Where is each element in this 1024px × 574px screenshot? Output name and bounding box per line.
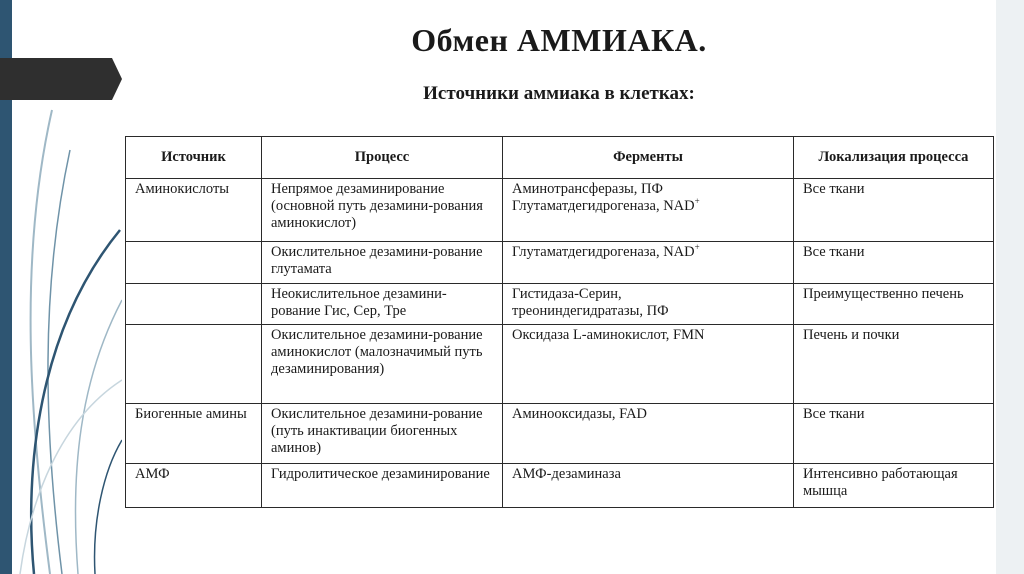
cell-localization: Преимущественно печень <box>794 284 994 325</box>
table-row <box>126 404 994 464</box>
cell-enzymes: Оксидаза L-аминокислот, FMN <box>503 325 794 404</box>
cell-source <box>126 325 262 404</box>
header-process: Процесс <box>262 137 503 179</box>
header-enzymes: Ферменты <box>503 137 794 179</box>
cell-process: Окислительное дезамини-рование глутамата <box>262 242 503 284</box>
enzyme-line: Гистидаза-Серин, <box>512 286 622 302</box>
table-row <box>126 242 994 284</box>
cell-localization: Все ткани <box>794 404 994 464</box>
header-localization: Локализация процесса <box>794 137 994 179</box>
enzyme-line: Глутаматдегидрогеназа, NAD+ <box>512 196 700 214</box>
cell-source: АМФ <box>126 464 262 508</box>
right-edge-strip <box>996 0 1024 574</box>
ammonia-sources-table <box>125 136 994 508</box>
cell-source <box>126 284 262 325</box>
table-row <box>126 325 994 404</box>
header-source: Источник <box>126 137 262 179</box>
cell-process: Окислительное дезамини-рование аминокислот (малозначимый путь дезаминирования) <box>262 325 503 404</box>
cell-localization: Интенсивно работающая мышца <box>794 464 994 508</box>
cell-localization: Все ткани <box>794 242 994 284</box>
cell-process: Неокислительное дезамини-рование Гис, Сер, Тре <box>262 284 503 325</box>
enzyme-line: треониндегидратазы, ПФ <box>512 303 669 319</box>
cell-enzymes: АМФ-дезаминаза <box>503 464 794 508</box>
cell-process: Окислительное дезамини-рование (путь инактивации биогенных аминов) <box>262 404 503 464</box>
table-row <box>126 464 994 508</box>
cell-enzymes: Аминооксидазы, FAD <box>503 404 794 464</box>
slide-subtitle: Источники аммиака в клетках: <box>423 83 695 104</box>
superscript: + <box>694 242 700 253</box>
enzyme-line: Аминотрансферазы, ПФ <box>512 181 663 197</box>
slide-title: Обмен АММИАКА. <box>411 22 707 58</box>
superscript: + <box>694 196 700 207</box>
cell-source: Аминокислоты <box>126 179 262 242</box>
cell-localization: Все ткани <box>794 179 994 242</box>
table-row <box>126 284 994 325</box>
cell-process: Гидролитическое дезаминирование <box>262 464 503 508</box>
cell-source <box>126 242 262 284</box>
dark-tab-shape <box>0 58 122 100</box>
cell-enzymes <box>503 179 794 242</box>
cell-enzymes: Глутаматдегидрогеназа, NAD+ <box>503 242 794 284</box>
left-decor-panel <box>0 0 122 574</box>
table-header-row <box>126 137 994 179</box>
cell-process: Непрямое дезаминирование (основной путь дезамини-рования аминокислот) <box>262 179 503 242</box>
cell-localization: Печень и почки <box>794 325 994 404</box>
cell-enzymes <box>503 284 794 325</box>
cell-source: Биогенные амины <box>126 404 262 464</box>
table-row <box>126 179 994 242</box>
